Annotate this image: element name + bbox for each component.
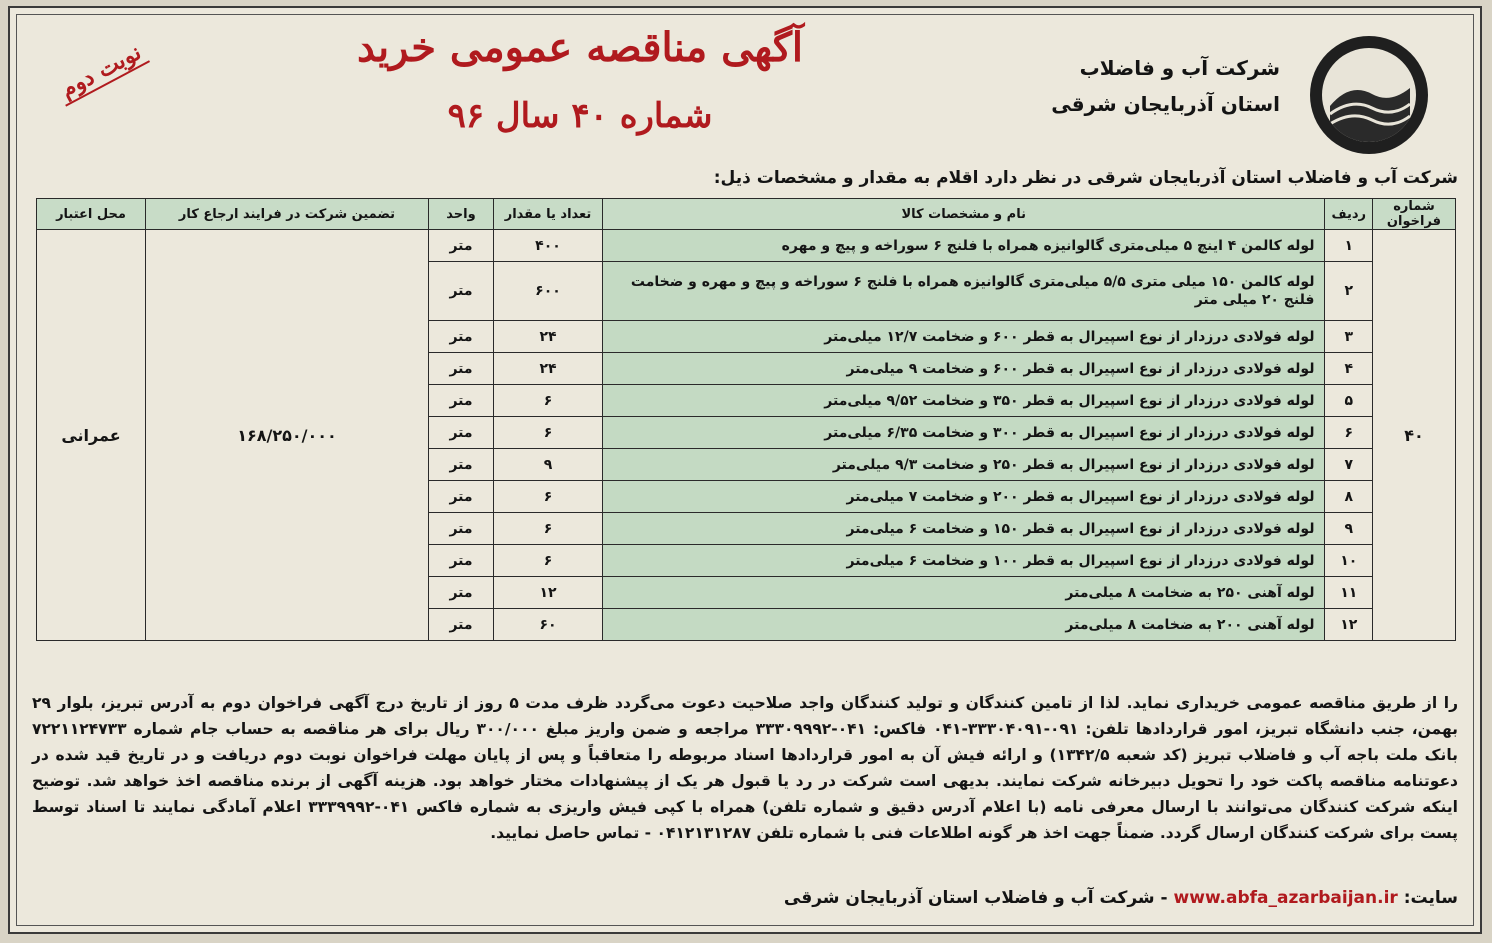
header-credit: محل اعتبار [37,199,146,230]
unit-cell: متر [429,449,494,481]
description-cell: لوله فولادی درزدار از نوع اسپیرال به قطر ۱۰۰ و ضخامت ۶ میلی‌متر [603,545,1325,577]
page-title: آگهی مناقصه عمومی خرید [357,24,803,71]
table-row [37,230,1456,262]
quantity-cell: ۶ [494,513,603,545]
description-cell: لوله فولادی درزدار از نوع اسپیرال به قطر ۲۵۰ و ضخامت ۹/۳ میلی‌متر [603,449,1325,481]
header-unit: واحد [429,199,494,230]
row-number-cell: ۱۰ [1325,545,1373,577]
quantity-cell: ۲۴ [494,353,603,385]
page-subtitle: شماره ۴۰ سال ۹۶ [447,96,713,136]
table-header-row [37,199,1456,230]
unit-cell: متر [429,545,494,577]
description-cell: لوله فولادی درزدار از نوع اسپیرال به قطر ۶۰۰ و ضخامت ۹ میلی‌متر [603,353,1325,385]
quantity-cell: ۶۰۰ [494,262,603,321]
second-round-stamp: نوبت دوم [53,37,150,106]
quantity-cell: ۴۰۰ [494,230,603,262]
quantity-cell: ۲۴ [494,321,603,353]
row-number-cell: ۱۲ [1325,609,1373,641]
header-guarantee: تضمین شرکت در فرایند ارجاع کار [146,199,429,230]
description-cell: لوله فولادی درزدار از نوع اسپیرال به قطر ۶۰۰ و ضخامت ۱۲/۷ میلی‌متر [603,321,1325,353]
row-number-cell: ۲ [1325,262,1373,321]
unit-cell: متر [429,481,494,513]
company-line-2: استان آذربایجان شرقی [1051,92,1280,116]
quantity-cell: ۹ [494,449,603,481]
description-cell: لوله کالمن ۴ اینچ ۵ میلی‌متری گالوانیزه همراه با فلنج ۶ سوراخه و پیچ و مهره [603,230,1325,262]
row-number-cell: ۶ [1325,417,1373,449]
quantity-cell: ۱۲ [494,577,603,609]
intro-text: شرکت آب و فاضلاب استان آذربایجان شرقی در نظر دارد اقلام به مقدار و مشخصات ذیل: [713,168,1458,188]
description-cell: لوله فولادی درزدار از نوع اسپیرال به قطر ۱۵۰ و ضخامت ۶ میلی‌متر [603,513,1325,545]
row-number-cell: ۹ [1325,513,1373,545]
description-cell: لوله کالمن ۱۵۰ میلی متری ۵/۵ میلی‌متری گالوانیزه همراه با فلنج ۶ سوراخه و پیچ و مهره و ضخامت فلنج ۲۰ میلی متر [603,262,1325,321]
company-name [1051,50,1280,122]
header-quantity: تعداد یا مقدار [494,199,603,230]
guarantee-cell: ۱۶۸/۲۵۰/۰۰۰ [146,230,429,641]
logo-emblem [1322,48,1416,142]
items-table [36,198,1456,641]
unit-cell: متر [429,353,494,385]
unit-cell: متر [429,577,494,609]
unit-cell: متر [429,513,494,545]
quantity-cell: ۶ [494,417,603,449]
unit-cell: متر [429,385,494,417]
body-text: را از طریق مناقصه عمومی خریداری نماید. لذا از تامین کنندگان و تولید کنندگان واجد صلاحیت دعوت می‌گردد ظرف مدت ۵ روز از تاریخ درج آگهی فراخوان دوم به آدرس تبریز، بلوار ۲۹ بهمن، جنب دانشگاه تبریز، امور قراردادها تلفن: ۰۹۱-۳۳۳۰۴۰۹۱-۰۴۱ فاکس: ۰۴۱-۳۳۳۰۹۹۹۲ مراجعه و ضمن واریز مبلغ ۳۰۰/۰۰۰ ریال برای هر مناقصه به حساب جام شماره ۷۲۲۱۱۲۴۷۳۳ بانک ملت باجه آب و فاضلاب تبریز (کد شعبه ۱۳۴۲/۵) و ارائه فیش آن به امور قراردادها اسناد مربوطه را متعاقباً و پس از پایان مهلت فراخوان نوبت دوم دریافت و در تاریخ قید شده در دعوتنامه مناقصه پاکت خود را تحویل دبیرخانه شرکت نمایند. بدیهی است شرکت در رد یا قبول هر یک از پیشنهادات مختار خواهد بود. هزینه آگهی از برنده مناقصه اخذ خواهد شد. توضیح اینکه شرکت کنندگان می‌توانند با ارسال معرفی نامه (با اعلام آدرس دقیق و شماره تلفن) همراه با کپی فیش واریزی به شماره فاکس ۰۴۱-۳۳۳۹۹۹۲ اعلام آمادگی نمایند تا اسناد توسط پست برای شرکت کنندگان ارسال گردد. ضمناً جهت اخذ هر گونه اطلاعات فنی با شماره تلفن ۰۴۱۲۱۳۱۲۸۷ - تماس حاصل نمایید. [32,694,1459,842]
header-call-no: شماره فراخوان [1373,199,1456,230]
quantity-cell: ۶ [494,545,603,577]
credit-cell: عمرانی [37,230,146,641]
header-row: ردیف [1325,199,1373,230]
row-number-cell: ۱ [1325,230,1373,262]
description-cell: لوله آهنی ۲۰۰ به ضخامت ۸ میلی‌متر [603,609,1325,641]
unit-cell: متر [429,230,494,262]
unit-cell: متر [429,321,494,353]
unit-cell: متر [429,609,494,641]
description-cell: لوله آهنی ۲۵۰ به ضخامت ۸ میلی‌متر [603,577,1325,609]
call-number-cell: ۴۰ [1373,230,1456,641]
unit-cell: متر [429,262,494,321]
table-body [37,230,1456,641]
description-cell: لوله فولادی درزدار از نوع اسپیرال به قطر ۳۰۰ و ضخامت ۶/۳۵ میلی‌متر [603,417,1325,449]
row-number-cell: ۱۱ [1325,577,1373,609]
quantity-cell: ۶ [494,481,603,513]
website-link[interactable]: www.abfa_azarbaijan.ir [1173,888,1398,908]
row-number-cell: ۸ [1325,481,1373,513]
company-logo [1310,36,1428,154]
row-number-cell: ۷ [1325,449,1373,481]
row-number-cell: ۴ [1325,353,1373,385]
header-description: نام و مشخصات کالا [603,199,1325,230]
row-number-cell: ۵ [1325,385,1373,417]
description-cell: لوله فولادی درزدار از نوع اسپیرال به قطر ۳۵۰ و ضخامت ۹/۵۲ میلی‌متر [603,385,1325,417]
footer-org: - شرکت آب و فاضلاب استان آذربایجان شرقی [783,888,1168,908]
unit-cell: متر [429,417,494,449]
quantity-cell: ۶۰ [494,609,603,641]
row-number-cell: ۳ [1325,321,1373,353]
water-wave-icon [1322,48,1416,142]
footer [32,888,1458,908]
quantity-cell: ۶ [494,385,603,417]
advertisement-page [8,6,1482,934]
site-label: سایت: [1403,888,1458,908]
description-cell: لوله فولادی درزدار از نوع اسپیرال به قطر ۲۰۰ و ضخامت ۷ میلی‌متر [603,481,1325,513]
company-line-1: شرکت آب و فاضلاب [1079,56,1280,80]
